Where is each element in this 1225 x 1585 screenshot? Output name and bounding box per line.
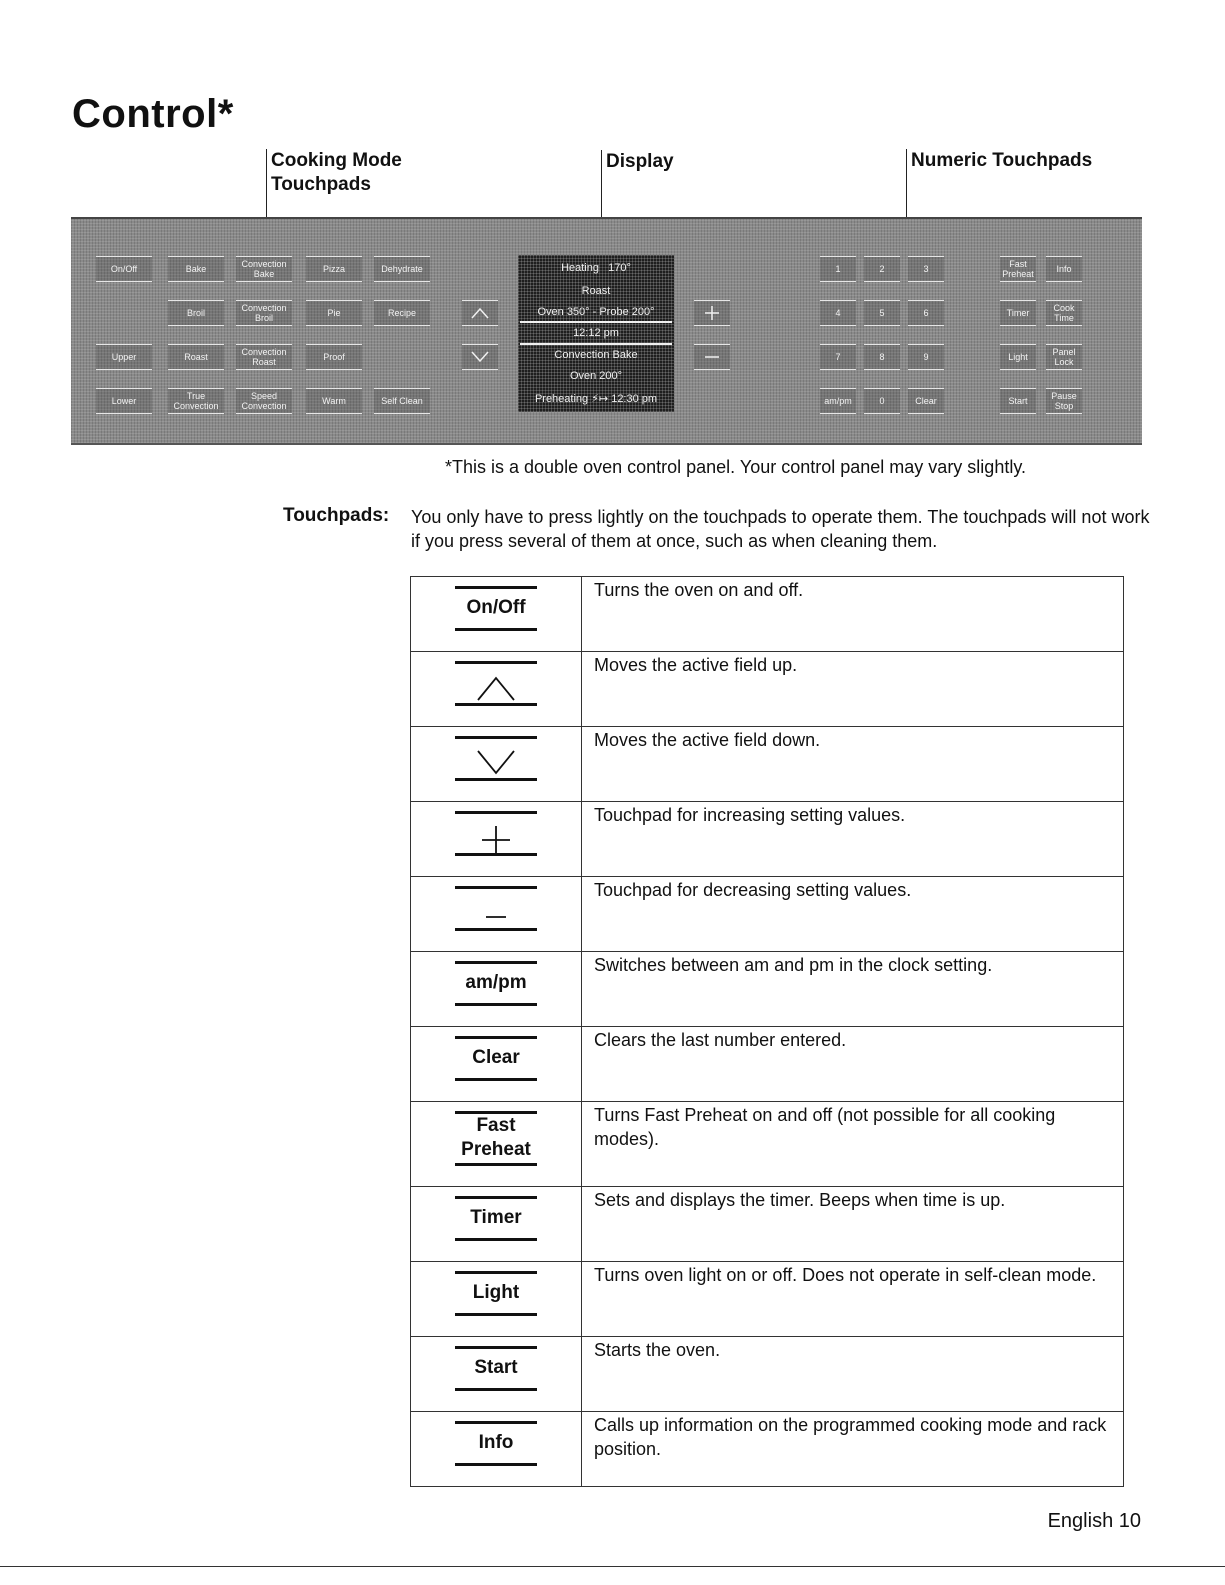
key-description: Moves the active field down. (582, 727, 1124, 802)
key-cell (411, 1412, 582, 1487)
minus-icon (474, 895, 518, 929)
touchpads-label: Touchpads: (283, 505, 390, 526)
key-description: Clears the last number entered. (582, 1027, 1124, 1102)
key-description: Touchpad for decreasing setting values. (582, 877, 1124, 952)
table-row (411, 1412, 1124, 1487)
down-arrow-icon (470, 350, 490, 364)
panel-pad-9: 9 (908, 344, 944, 370)
key-cell (411, 877, 582, 952)
key-description: Moves the active field up. (582, 652, 1124, 727)
panel-pad-convection-broil: Convection Broil (236, 300, 292, 326)
panel-pad-upper: Upper (96, 344, 152, 370)
key-cell (411, 1337, 582, 1412)
panel-pad-down (462, 344, 498, 370)
panel-pad-8: 8 (864, 344, 900, 370)
panel-pad-3: 3 (908, 256, 944, 282)
key-label-clear: Clear (472, 1047, 520, 1068)
callout-cooking-mode (266, 149, 402, 197)
table-row (411, 802, 1124, 877)
panel-pad-warm: Warm (306, 388, 362, 414)
key-cell (411, 952, 582, 1027)
display-probe-temp: 170° (608, 262, 631, 274)
panel-pad-true-convection: True Convection (168, 388, 224, 414)
panel-pad-dehydrate: Dehydrate (374, 256, 430, 282)
panel-pad-6: 6 (908, 300, 944, 326)
panel-footnote: *This is a double oven control panel. Your control panel may vary slightly. (445, 457, 1026, 477)
key-description: Turns the oven on and off. (582, 577, 1124, 652)
touchpad-table (410, 576, 1124, 1487)
key-label-on-off: On/Off (466, 597, 526, 618)
oven-display (518, 255, 674, 412)
down-arrow-icon (474, 745, 518, 779)
key-cell (411, 727, 582, 802)
panel-pad-plus (694, 300, 730, 326)
panel-pad-pizza: Pizza (306, 256, 362, 282)
panel-pad-4: 4 (820, 300, 856, 326)
panel-pad-roast: Roast (168, 344, 224, 370)
key-label-fast-preheat: Fast Preheat (461, 1115, 531, 1160)
minus-icon (703, 348, 721, 366)
table-row (411, 952, 1124, 1027)
key-description: Turns Fast Preheat on and off (not possible for all cooking modes). (582, 1102, 1124, 1187)
panel-pad-1: 1 (820, 256, 856, 282)
panel-pad-convection-roast: Convection Roast (236, 344, 292, 370)
key-description: Turns oven light on or off. Does not operate in self-clean mode. (582, 1262, 1124, 1337)
plus-icon (474, 820, 518, 854)
panel-pad-minus (694, 344, 730, 370)
panel-pad-broil: Broil (168, 300, 224, 326)
panel-pad-7: 7 (820, 344, 856, 370)
callout-display: Display (601, 150, 674, 174)
bottom-rule (0, 1566, 1225, 1567)
panel-pad-pie: Pie (306, 300, 362, 326)
key-cell (411, 1027, 582, 1102)
key-description: Switches between am and pm in the clock setting. (582, 952, 1124, 1027)
panel-pad-clear: Clear (908, 388, 944, 414)
panel-pad-fast-preheat: Fast Preheat (1000, 256, 1036, 282)
touchpads-description: You only have to press lightly on the touchpads to operate them. The touchpads will not work if you press several of them at once, such as when cleaning them. (411, 507, 1150, 551)
key-label-start: Start (474, 1357, 518, 1378)
panel-pad-panel-lock: Panel Lock (1046, 344, 1082, 370)
display-roast: Roast (581, 285, 611, 297)
callout-cooking-mode-line1: Cooking Mode (271, 150, 402, 171)
up-arrow-icon (474, 670, 518, 704)
panel-pad-self-clean: Self Clean (374, 388, 430, 414)
key-cell (411, 802, 582, 877)
key-cell (411, 652, 582, 727)
key-description: Touchpad for increasing setting values. (582, 802, 1124, 877)
key-label-light: Light (472, 1282, 520, 1303)
panel-pad-info: Info (1046, 256, 1082, 282)
panel-pad-recipe: Recipe (374, 300, 430, 326)
display-oven-temp: Oven 200° (569, 370, 623, 382)
table-row (411, 652, 1124, 727)
table-row (411, 577, 1124, 652)
display-convection-bake: Convection Bake (554, 349, 638, 361)
callout-numeric-touchpads: Numeric Touchpads (906, 149, 1092, 173)
panel-pad-light: Light (1000, 344, 1036, 370)
key-description: Sets and displays the timer. Beeps when time is up. (582, 1187, 1124, 1262)
key-description: Calls up information on the programmed cooking mode and rack position. (582, 1412, 1124, 1487)
page-title: Control* (72, 92, 234, 136)
key-cell (411, 577, 582, 652)
display-separator (520, 343, 672, 345)
panel-pad-proof: Proof (306, 344, 362, 370)
panel-pad-2: 2 (864, 256, 900, 282)
panel-pad-am-pm: am/pm (820, 388, 856, 414)
panel-pad-cook-time: Cook Time (1046, 300, 1082, 326)
panel-pad-pause-stop: Pause Stop (1046, 388, 1082, 414)
panel-pad-0: 0 (864, 388, 900, 414)
table-row (411, 1337, 1124, 1412)
display-clock: 12:12 pm (573, 327, 619, 339)
display-oven-probe: Oven 350° - Probe 200° (537, 306, 655, 318)
plus-icon (703, 304, 721, 322)
key-label-am-pm: am/pm (465, 972, 527, 993)
table-row (411, 1027, 1124, 1102)
panel-pad-speed-convection: Speed Convection (236, 388, 292, 414)
table-row (411, 727, 1124, 802)
table-row (411, 1187, 1124, 1262)
key-cell (411, 1262, 582, 1337)
callout-cooking-mode-line2: Touchpads (271, 174, 371, 195)
key-cell (411, 1102, 582, 1187)
panel-pad-convection-bake: Convection Bake (236, 256, 292, 282)
table-row (411, 1102, 1124, 1187)
key-description: Starts the oven. (582, 1337, 1124, 1412)
table-row (411, 877, 1124, 952)
display-separator (520, 321, 672, 323)
display-heating: Heating (561, 262, 599, 274)
table-row (411, 1262, 1124, 1337)
panel-pad-lower: Lower (96, 388, 152, 414)
key-label-timer: Timer (470, 1207, 522, 1228)
panel-pad-start: Start (1000, 388, 1036, 414)
panel-pad-up (462, 300, 498, 326)
up-arrow-icon (470, 306, 490, 320)
panel-pad-bake: Bake (168, 256, 224, 282)
key-cell (411, 1187, 582, 1262)
page-number: English 10 (1047, 1510, 1141, 1532)
display-preheating: Preheating ⚡↦ 12:30 pm (534, 393, 658, 405)
panel-pad-timer: Timer (1000, 300, 1036, 326)
panel-pad-5: 5 (864, 300, 900, 326)
panel-pad-on-off: On/Off (96, 256, 152, 282)
key-label-info: Info (478, 1432, 514, 1453)
